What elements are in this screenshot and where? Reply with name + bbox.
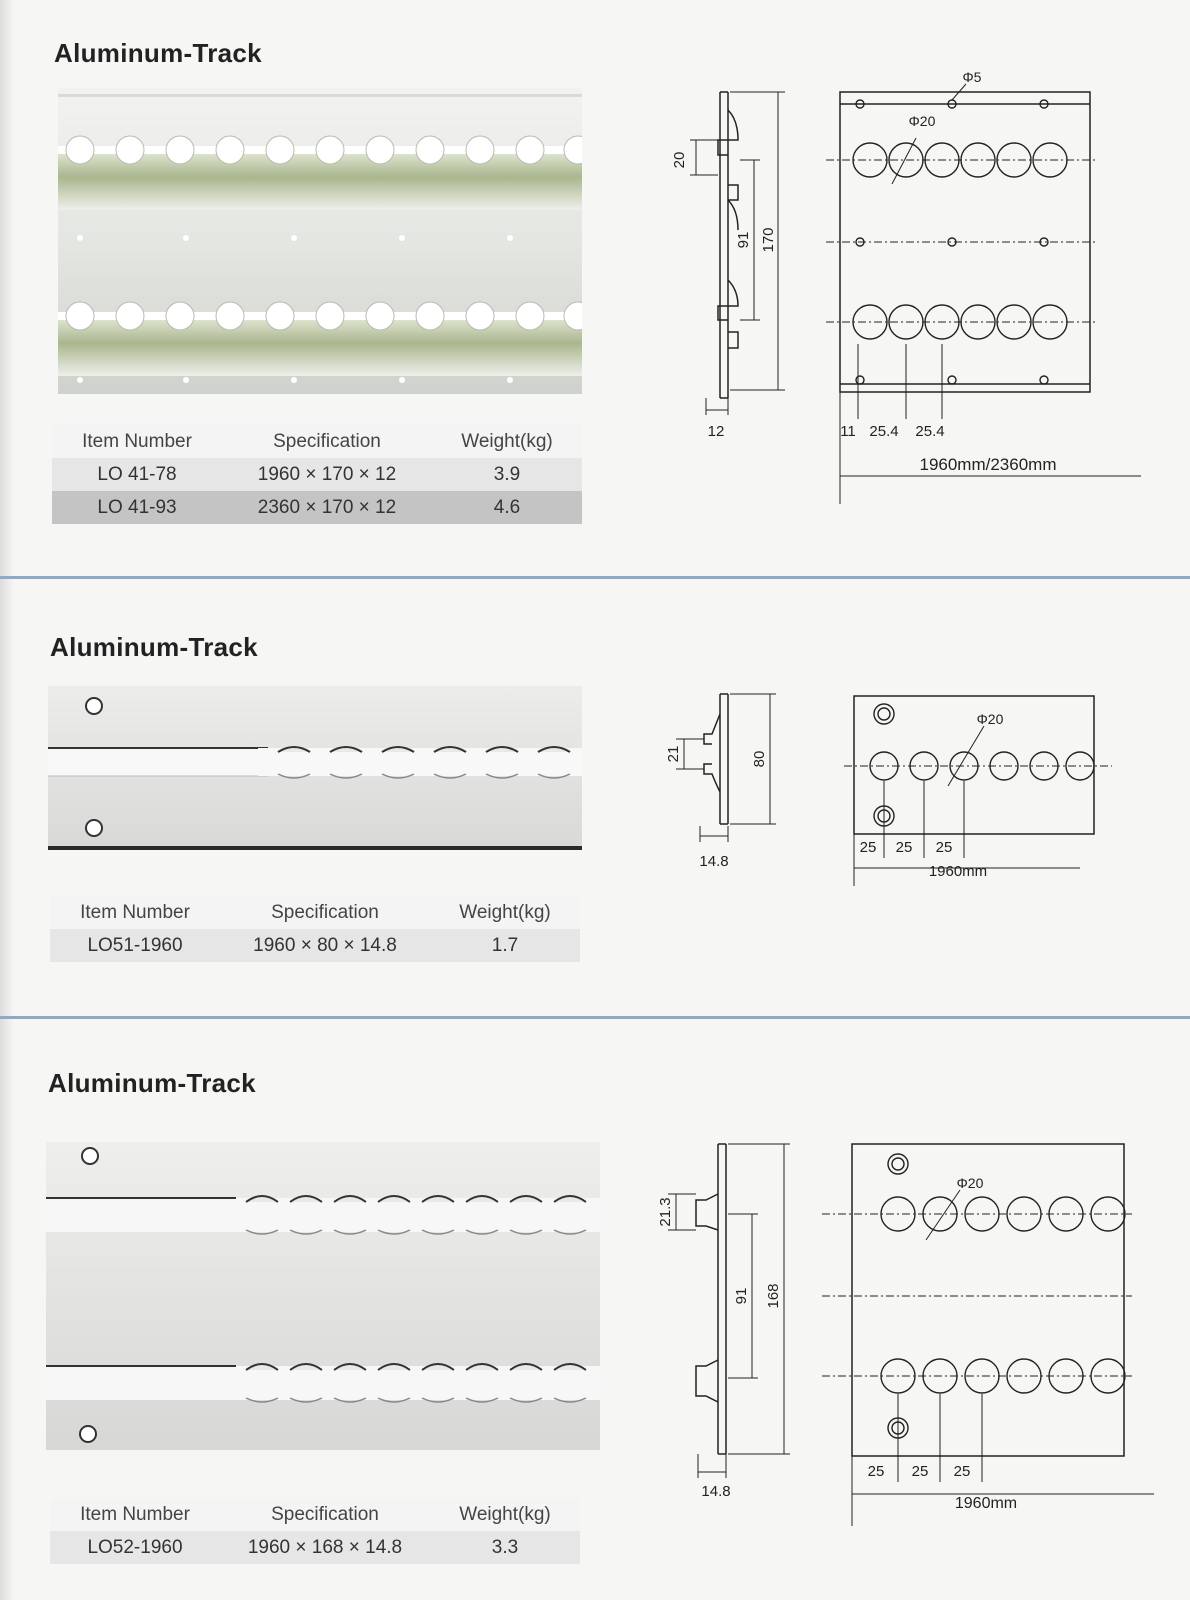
item-number-cell: LO52-1960	[50, 1531, 220, 1564]
col-weight: Weight(kg)	[430, 1498, 580, 1531]
section-2-profile-drawing	[660, 684, 800, 884]
profile-dim-thickness: 12	[707, 423, 725, 440]
table-header-row	[50, 896, 580, 929]
section-divider	[0, 1016, 1190, 1019]
plan-dim-1: 25	[859, 839, 877, 856]
specification-cell: 1960 × 170 × 12	[222, 458, 432, 491]
profile-dim-thickness: 14.8	[701, 1483, 731, 1500]
section-2-plan-drawing	[830, 686, 1130, 886]
plan-dim-2: 25	[911, 1463, 929, 1480]
section-1-spec-table	[52, 425, 582, 524]
table-row	[50, 1531, 580, 1564]
section-1-plan-drawing	[826, 64, 1156, 504]
plan-dim-1: 25	[867, 1463, 885, 1480]
profile-dim-height: 168	[765, 1283, 782, 1309]
weight-cell: 3.3	[430, 1531, 580, 1564]
specification-cell: 2360 × 170 × 12	[222, 491, 432, 524]
table-row	[52, 458, 582, 491]
weight-cell: 4.6	[432, 491, 582, 524]
col-weight: Weight(kg)	[432, 425, 582, 458]
col-weight: Weight(kg)	[430, 896, 580, 929]
page-edge-shadow	[0, 0, 14, 1600]
col-specification: Specification	[220, 896, 430, 929]
plan-label-hole-big: Φ20	[956, 1175, 984, 1191]
plan-label-hole-big: Φ20	[976, 711, 1004, 727]
plan-dim-2: 25	[895, 839, 913, 856]
section-3-track-photo	[46, 1142, 600, 1450]
profile-dim-height: 80	[751, 750, 768, 768]
plan-dim-length: 1960mm	[928, 863, 988, 880]
section-2-spec-table	[50, 896, 580, 962]
profile-dim-top: 20	[671, 151, 688, 169]
section-3-title: Aluminum-Track	[48, 1068, 256, 1098]
item-number-cell: LO 41-93	[52, 491, 222, 524]
section-3-plan-drawing	[822, 1136, 1162, 1526]
item-number-cell: LO51-1960	[50, 929, 220, 962]
item-number-cell: LO 41-78	[52, 458, 222, 491]
plan-dim-length: 1960mm	[954, 1495, 1018, 1512]
plan-dim-3: 25	[953, 1463, 971, 1480]
plan-dim-1: 11	[840, 423, 856, 440]
table-header-row	[50, 1498, 580, 1531]
section-1-track-photo	[58, 88, 582, 394]
col-item-number: Item Number	[50, 896, 220, 929]
table-row	[50, 929, 580, 962]
section-1-profile-drawing	[660, 80, 800, 460]
profile-dim-height: 170	[760, 227, 777, 253]
profile-dim-mid: 91	[735, 231, 752, 249]
plan-dim-length: 1960mm/2360mm	[919, 455, 1057, 474]
plan-label-hole-big: Φ20	[908, 113, 936, 129]
section-1-title: Aluminum-Track	[54, 38, 262, 68]
col-specification: Specification	[220, 1498, 430, 1531]
plan-dim-3: 25	[935, 839, 953, 856]
specification-cell: 1960 × 168 × 14.8	[220, 1531, 430, 1564]
plan-label-hole-small: Φ5	[962, 69, 982, 85]
weight-cell: 3.9	[432, 458, 582, 491]
weight-cell: 1.7	[430, 929, 580, 962]
specification-cell: 1960 × 80 × 14.8	[220, 929, 430, 962]
profile-dim-mid: 91	[733, 1287, 750, 1305]
section-2-track-photo	[48, 686, 582, 850]
section-3-spec-table	[50, 1498, 580, 1564]
profile-dim-thickness: 14.8	[699, 853, 729, 870]
plan-dim-3: 25.4	[915, 423, 945, 440]
section-3-profile-drawing	[650, 1134, 800, 1514]
section-2-title: Aluminum-Track	[50, 632, 258, 662]
table-header-row	[52, 425, 582, 458]
section-divider	[0, 576, 1190, 579]
profile-dim-slot: 21	[665, 745, 682, 763]
col-item-number: Item Number	[50, 1498, 220, 1531]
plan-dim-2: 25.4	[869, 423, 899, 440]
col-item-number: Item Number	[52, 425, 222, 458]
table-row	[52, 491, 582, 524]
col-specification: Specification	[222, 425, 432, 458]
profile-dim-slot: 21.3	[657, 1197, 674, 1227]
